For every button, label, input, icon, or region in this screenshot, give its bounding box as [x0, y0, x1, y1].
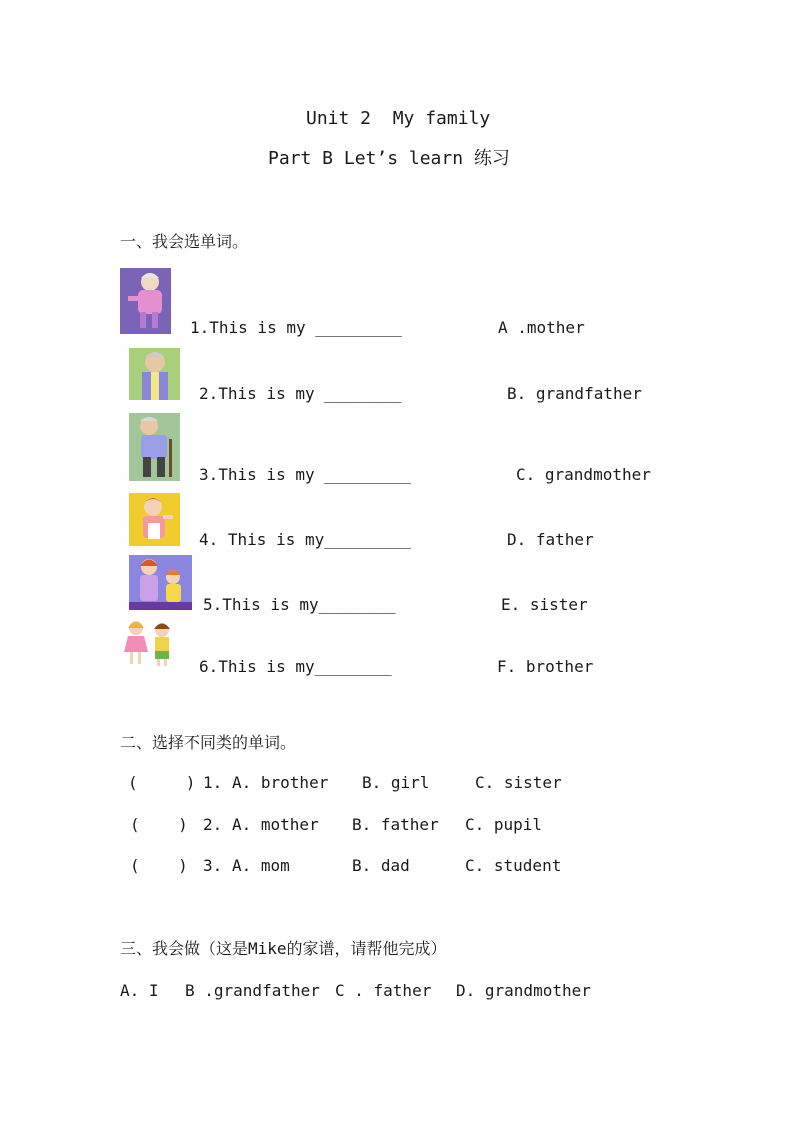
question-1-text: 1.This is my _________: [190, 318, 402, 337]
question-5-text: 5.This is my________: [203, 595, 396, 614]
option-f-brother: F. brother: [497, 657, 594, 676]
option-d-father: D. father: [507, 530, 594, 549]
s2-q3-option-c: C. student: [465, 856, 562, 875]
brother-sister-picture: [120, 616, 180, 668]
family-picture: [129, 555, 192, 610]
question-2-text: 2.This is my ________: [199, 384, 402, 403]
s2-q2-option-b: B. father: [352, 815, 439, 834]
s2-q2-number: 2.: [203, 815, 223, 834]
option-c-grandmother: C. grandmother: [516, 465, 651, 484]
grandmother-picture: [120, 268, 171, 334]
mother-picture: [129, 493, 180, 546]
s2-q2-option-c: C. pupil: [465, 815, 543, 834]
question-3-text: 3.This is my _________: [199, 465, 411, 484]
s2-q1-bracket: ( ): [128, 773, 196, 792]
s2-q1-option-c: C. sister: [475, 773, 562, 792]
s2-q1-option-b: B. girl: [362, 773, 430, 792]
s2-q3-number: 3.: [203, 856, 223, 875]
grandfather-picture: [129, 348, 180, 400]
question-6-text: 6.This is my________: [199, 657, 392, 676]
option-b-grandfather: B. grandfather: [507, 384, 642, 403]
page-title: Unit 2 My family: [306, 108, 491, 129]
s2-q3-bracket: ( ): [130, 856, 188, 875]
question-4-text: 4. This is my_________: [199, 530, 411, 549]
option-a-mother: A .mother: [498, 318, 585, 337]
s2-q1-number: 1.: [203, 773, 223, 792]
s3-option-b: B .grandfather: [185, 981, 320, 1000]
s3-option-c: C . father: [335, 981, 432, 1000]
section3-heading: 三、我会做（这是Mike的家谱，请帮他完成）: [120, 939, 447, 958]
s2-q2-bracket: ( ): [130, 815, 188, 834]
s2-q3-option-a: A. mom: [232, 856, 290, 875]
section1-heading: 一、我会选单词。: [120, 232, 249, 251]
section2-heading: 二、选择不同类的单词。: [120, 733, 297, 752]
s3-option-a: A. I: [120, 981, 159, 1000]
s2-q3-option-b: B. dad: [352, 856, 410, 875]
s3-option-d: D. grandmother: [456, 981, 591, 1000]
option-e-sister: E. sister: [501, 595, 588, 614]
s2-q1-option-a: A. brother: [232, 773, 329, 792]
s2-q2-option-a: A. mother: [232, 815, 319, 834]
page-subtitle: Part B Let’s learn 练习: [268, 148, 510, 169]
old-man-walking-picture: [129, 413, 180, 481]
